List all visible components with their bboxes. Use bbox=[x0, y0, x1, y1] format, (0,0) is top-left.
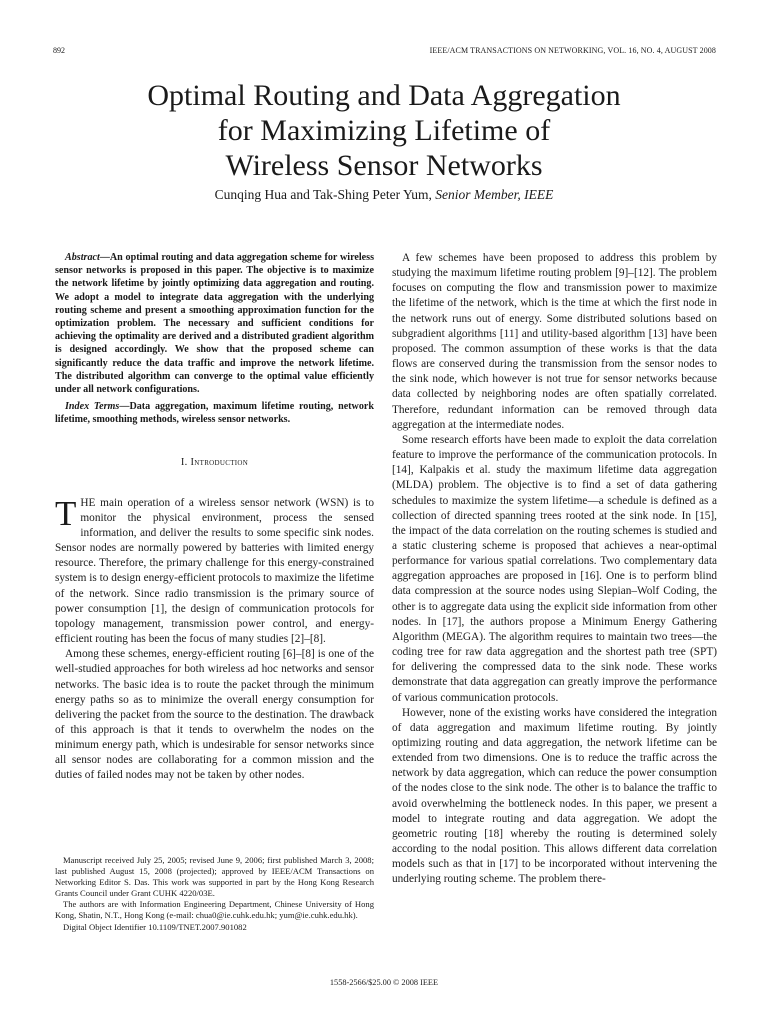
title-line-1: Optimal Routing and Data Aggregation bbox=[147, 79, 621, 112]
abstract-text: —An optimal routing and data aggregation scheme for wireless sensor networks is proposed in this paper. The objective is to maximize the network lifetime by jointly optimizing data aggregation and routing. We adopt a model to integrate data aggregation with the underlying routing scheme and present a smoothing approximation function for the optimization problem. The necessary and sufficient conditions for achieving the optimality are derived and a distributed gradient algorithm is designed accordingly. We show that the proposed scheme can significantly reduce the data traffic and improve the network lifetime. The distributed algorithm can converge to the optimal value efficiently under all network configurations. bbox=[55, 252, 374, 396]
section-heading: I. Introduction bbox=[180, 456, 249, 468]
author-line bbox=[60, 187, 708, 203]
footnote-doi: Digital Object Identifier 10.1109/TNET.2007.901082 bbox=[63, 921, 247, 932]
author-names: Cunqing Hua and Tak-Shing Peter Yum, bbox=[214, 187, 432, 202]
right-paragraph-3: However, none of the existing works have considered the integration of data aggregation and maximum lifetime routing. By jointly optimizing routing and data aggregation, the network lifetime can be extended from two dimensions. One is to reduce the traffic across the network by data aggregation, which can reduce the power consumption of the nodes close to the sink node. The other is to balance the traffic to avoid overwhelming the bottleneck nodes. In this paper, we present a model to integrate routing and data aggregation. We adopt the geometric routing [18] whereby the routing is determined solely according to the nodal position. This allows different data correlation models such as that in [17] to be incorporated without intervening the underlying routing scheme. The problem there- bbox=[392, 706, 717, 886]
left-column bbox=[55, 251, 374, 784]
right-column bbox=[392, 251, 717, 888]
page-number: 892 bbox=[53, 46, 65, 55]
footnote bbox=[55, 855, 374, 933]
title-line-3: Wireless Sensor Networks bbox=[225, 149, 543, 182]
right-paragraph-1: A few schemes have been proposed to address this problem by studying the maximum lifetime routing problem [9]–[12]. The problem focuses on computing the flow and transmission power to maximize the lifetime of the network, which is the time at which the first node in the network runs out of energy. Some distributed solutions based on subgradient algorithms [11] and utility-based algorithm [13] have been proposed. The common assumption of these works is that the data flows are conserved during the transmission from the sensor nodes to the sink node, which however is not true for sensor networks because data collected by neighboring nodes are often spatially correlated. Therefore, redundant information can be removed through data aggregation at the intermediate nodes. bbox=[392, 252, 717, 431]
copyright-footer: 1558-2566/$25.00 © 2008 IEEE bbox=[329, 978, 439, 987]
drop-cap: T bbox=[55, 493, 77, 533]
intro-paragraph-1-text: HE main operation of a wireless sensor network (WSN) is to monitor the physical environment, process the sensed information, and deliver the results to some specific sink nodes. Sensor nodes are normally powered by batteries with limited energy resource. Therefore, the primary challenge for this energy-constrained system is to design energy-efficient protocols to maximize the lifetime of the network. Since radio transmission is the primary source of power consumption [1], the design of communication protocols for topology management, transmission power control, and energy-efficient routing has been the focus of many studies [2]–[8]. bbox=[55, 496, 374, 646]
right-paragraph-2: Some research efforts have been made to exploit the data correlation feature to improve the performance of the communication protocols. In [14], Kalpakis et al. study the maximum lifetime data aggregation (MLDA) problem. The objective is to find a set of data gathering schedules to maximize the system lifetime—a schedule is defined as a collection of directed spanning trees rooted at the sink node. In [15], the impact of the data correlation on the routing schemes is studied and a static clustering scheme is proposed that achieves a near-optimal performance for various spatial correlations. Two complementary data aggregation approaches are proposed in [16]. One is to perform blind data compression at the source nodes using Slepian–Wolf Coding, the other is to aggregate data using the explicit side information from other nodes. In [17], the authors propose a Minimum Energy Gathering Algorithm (MEGA). The algorithm requires to maintain two trees—the coding tree for raw data aggregation and the shortest path tree (SPT) for delivering the compressed data to the sink node. These works demonstrate that data aggregation can greatly improve the performance of various communication protocols. bbox=[392, 433, 717, 704]
abstract bbox=[55, 251, 374, 396]
footnote-authors: The authors are with Information Engineering Department, Chinese University of Hong Kong, Shatin, N.T., Hong Kong (e-mail: chua0@ie.cuhk.edu.hk; yum@ie.cuhk.edu.hk). bbox=[55, 899, 374, 921]
index-terms-text: —Data aggregation, maximum lifetime routing, network lifetime, smoothing methods, wireless sensor networks. bbox=[55, 401, 374, 426]
paper-title bbox=[60, 78, 708, 183]
footnote-manuscript: Manuscript received July 25, 2005; revised June 9, 2006; first published March 3, 2008; last published August 15, 2008 (projected); approved by IEEE/ACM Transactions on Networking Editor S. Das. This work was supported in part by the Hong Kong Research Grants Council under Grant CUHK 4220/03E. bbox=[55, 855, 374, 899]
index-terms-lead: Index Terms bbox=[65, 401, 120, 413]
title-line-2: for Maximizing Lifetime of bbox=[217, 114, 551, 147]
index-terms bbox=[55, 400, 374, 426]
journal-header: IEEE/ACM TRANSACTIONS ON NETWORKING, VOL. 16, NO. 4, AUGUST 2008 bbox=[429, 46, 716, 55]
intro-paragraph-2: Among these schemes, energy-efficient routing [6]–[8] is one of the well-studied approaches for both wireless ad hoc networks and sensor networks. The basic idea is to route the packet through the minimum energy paths so as to minimize the overall energy consumption for delivering the packet from the source to the destination. The drawback of this approach is that it tends to overwhelm the nodes on the minimum energy path, which is undesirable for sensor networks since all sensor nodes are collaborating for a common mission and the duties of failed nodes may not be taken by other nodes. bbox=[55, 648, 374, 782]
abstract-lead: Abstract bbox=[65, 252, 100, 263]
author-membership: Senior Member, IEEE bbox=[435, 187, 554, 202]
intro-paragraph-1 bbox=[55, 493, 374, 648]
